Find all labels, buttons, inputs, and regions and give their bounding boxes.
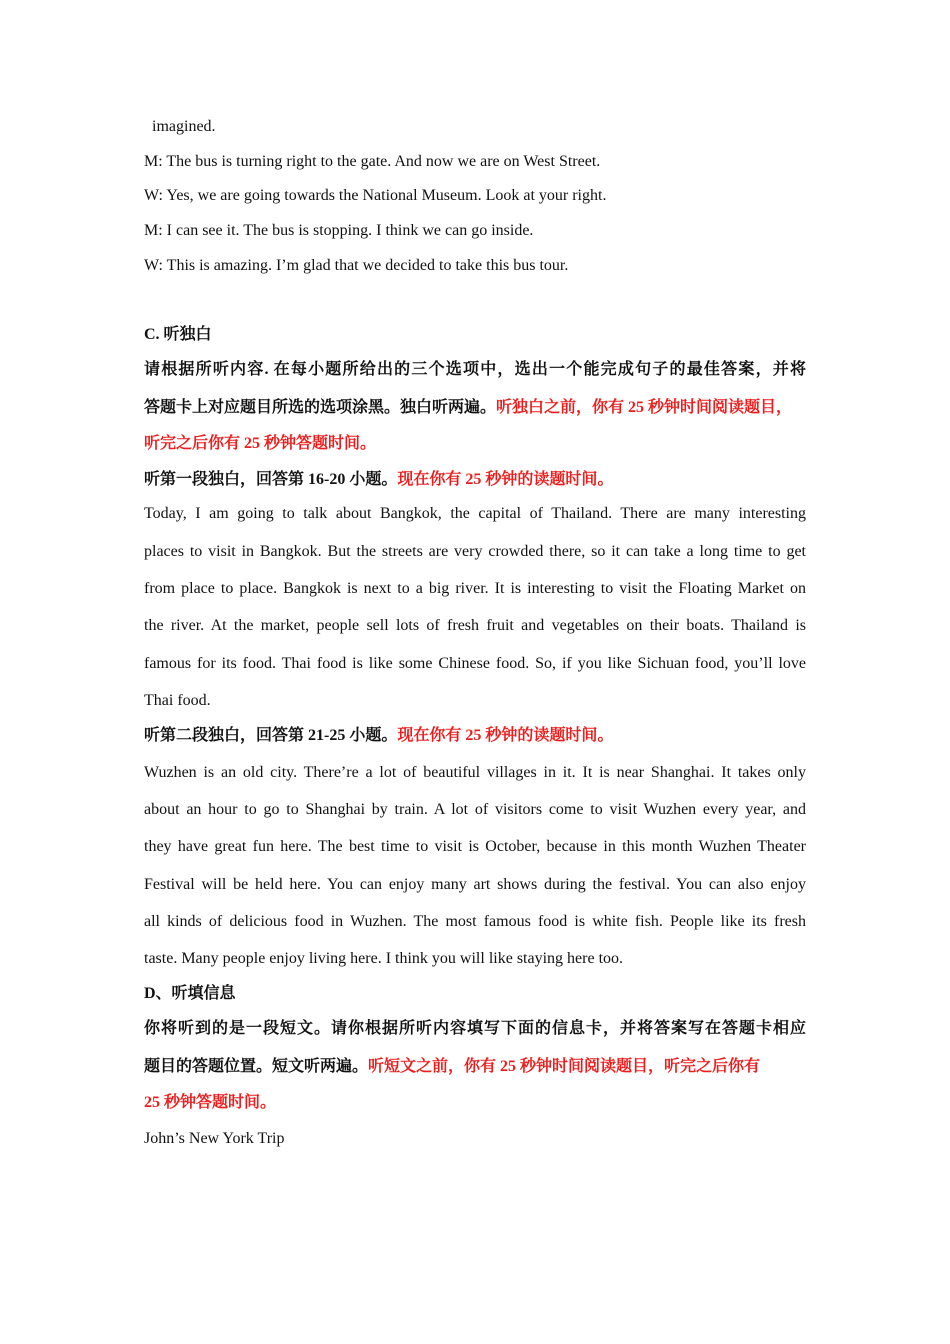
- bold-text: 听第二段独白，回答第 21-25 小题。: [144, 727, 398, 744]
- highlighted-instruction: 25 秒钟答题时间。: [144, 1094, 277, 1111]
- text-line: [144, 616, 806, 636]
- text-line: [152, 117, 814, 137]
- text-segment: M: The bus is turning right to the gate. And now we are on West Street.: [144, 153, 601, 170]
- text-line: [144, 912, 806, 932]
- text-segment: Today, I am going to talk about Bangkok, the capital of Thailand. There are many interesting: [144, 505, 806, 522]
- text-line: [144, 325, 806, 345]
- bold-text: 听第一段独白，回答第 16-20 小题。: [144, 471, 398, 488]
- bold-text: 请根据所听内容. 在每小题所给出的三个选项中，选出一个能完成句子的最佳答案，并将: [144, 361, 806, 378]
- highlighted-instruction: 听完之后你有 25 秒钟答题时间。: [144, 435, 377, 452]
- text-segment: they have great fun here. The best time to visit is October, because in this month Wuzhen Theater: [144, 838, 806, 855]
- bold-text: C. 听独白: [144, 326, 212, 343]
- text-segment: W: This is amazing. I’m glad that we decided to take this bus tour.: [144, 257, 569, 274]
- text-line: [144, 434, 806, 454]
- text-line: [144, 875, 806, 895]
- text-line: [144, 984, 806, 1004]
- text-segment: the river. At the market, people sell lots of fresh fruit and vegetables on their boats. Thailand is: [144, 617, 806, 634]
- text-line: [144, 949, 806, 969]
- text-segment: M: I can see it. The bus is stopping. I think we can go inside.: [144, 222, 534, 239]
- text-line: [144, 579, 806, 599]
- text-line: [144, 1019, 806, 1039]
- text-line: [144, 256, 806, 276]
- text-line: [144, 1093, 806, 1113]
- text-line: [144, 1057, 806, 1077]
- text-segment: W: Yes, we are going towards the National Museum. Look at your right.: [144, 187, 607, 204]
- highlighted-instruction: 听短文之前，你有 25 秒钟时间阅读题目，听完之后你有: [368, 1058, 761, 1075]
- bold-text: D、听填信息: [144, 985, 236, 1002]
- text-segment: about an hour to go to Shanghai by train. A lot of visitors come to visit Wuzhen every year, and: [144, 801, 806, 818]
- text-line: [144, 152, 806, 172]
- text-line: [144, 691, 806, 711]
- text-segment: places to visit in Bangkok. But the streets are very crowded there, so it can take a long time to get: [144, 543, 806, 560]
- text-segment: John’s New York Trip: [144, 1130, 285, 1147]
- text-line: [144, 504, 806, 524]
- text-line: [144, 221, 806, 241]
- text-segment: Thai food.: [144, 692, 211, 709]
- text-segment: taste. Many people enjoy living here. I think you will like staying here too.: [144, 950, 624, 967]
- bold-text: 答题卡上对应题目所选的选项涂黑。独白听两遍。: [144, 399, 497, 416]
- text-line: [144, 470, 806, 490]
- text-line: [144, 1129, 806, 1149]
- text-line: [144, 800, 806, 820]
- highlighted-instruction: 听独白之前，你有 25 秒钟时间阅读题目，: [496, 399, 793, 416]
- text-segment: famous for its food. Thai food is like some Chinese food. So, if you like Sichuan food, you’ll love: [144, 655, 806, 672]
- text-line: [144, 837, 806, 857]
- text-segment: all kinds of delicious food in Wuzhen. The most famous food is white fish. People like its fresh: [144, 913, 806, 930]
- text-segment: from place to place. Bangkok is next to a big river. It is interesting to visit the Floating Market on: [144, 580, 806, 597]
- text-segment: imagined.: [152, 118, 216, 135]
- bold-text: 你将听到的是一段短文。请你根据所听内容填写下面的信息卡，并将答案写在答题卡相应: [144, 1020, 806, 1037]
- text-line: [144, 726, 806, 746]
- text-line: [144, 654, 806, 674]
- text-line: [144, 186, 806, 206]
- text-segment: Wuzhen is an old city. There’re a lot of beautiful villages in it. It is near Shanghai. It takes only: [144, 764, 806, 781]
- highlighted-instruction: 现在你有 25 秒钟的读题时间。: [397, 727, 614, 744]
- text-segment: Festival will be held here. You can enjoy many art shows during the festival. You can also enjoy: [144, 876, 806, 893]
- text-line: [144, 542, 806, 562]
- highlighted-instruction: 现在你有 25 秒钟的读题时间。: [397, 471, 614, 488]
- text-line: [144, 763, 806, 783]
- text-line: [144, 398, 816, 418]
- bold-text: 题目的答题位置。短文听两遍。: [144, 1058, 369, 1075]
- text-line: [144, 360, 806, 380]
